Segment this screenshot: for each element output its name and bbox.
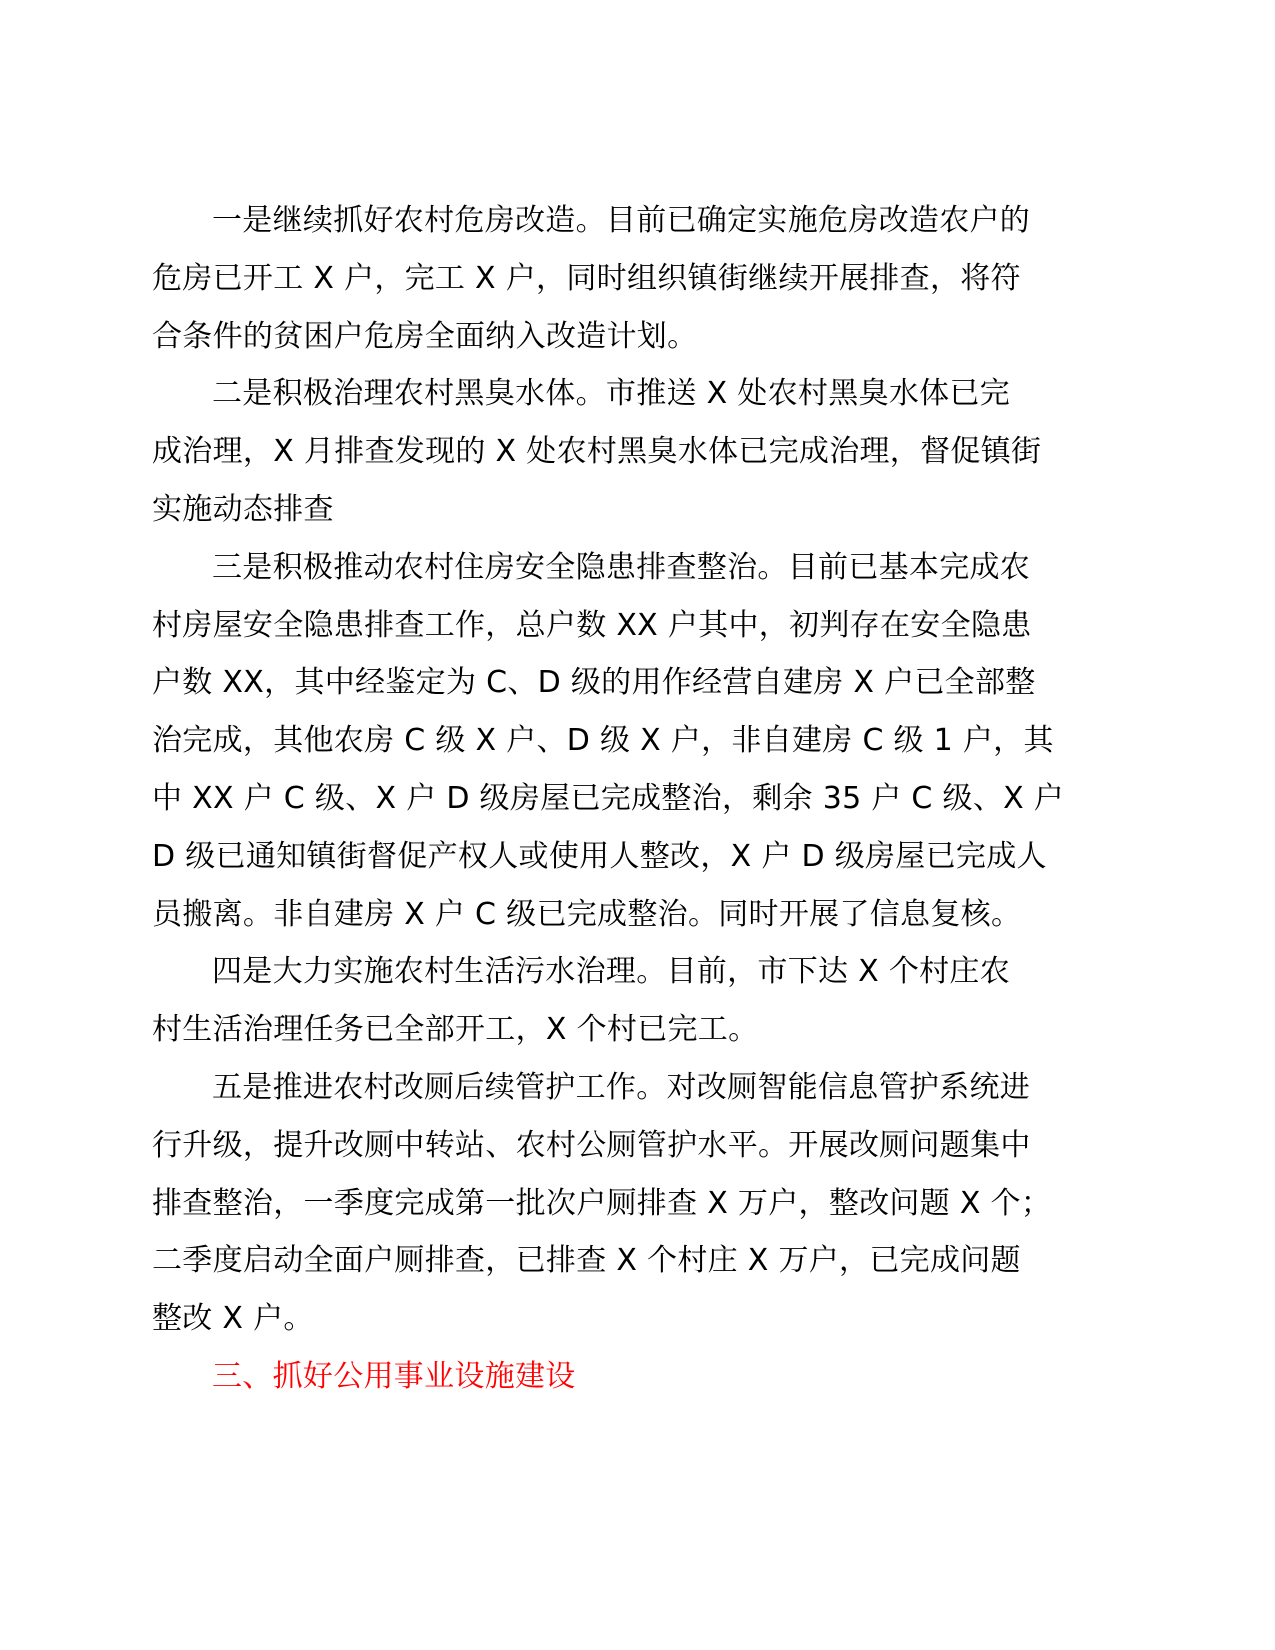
paragraph-rural-dangerous-housing (152, 192, 1117, 365)
text-line: 一是继续抓好农村危房改造。目前已确定实施危房改造农户的 (212, 203, 1031, 238)
text-line: 户数 XX，其中经鉴定为 C、D 级的用作经营自建房 X 户已全部整 (152, 665, 1036, 701)
text-line: 危房已开工 X 户，完工 X 户，同时组织镇街继续开展排查，将符 (152, 260, 1021, 296)
text-line: 整改 X 户。 (152, 1301, 314, 1337)
paragraph-black-odorous-water (152, 365, 1117, 538)
paragraph-housing-safety-hazards (152, 539, 1117, 944)
text-line: 二是积极治理农村黑臭水体。市推送 X 处农村黑臭水体已完 (212, 376, 1011, 412)
text-line: 村房屋安全隐患排查工作，总户数 XX 户其中，初判存在安全隐患 (152, 607, 1032, 643)
text-line: 三是积极推动农村住房安全隐患排查整治。目前已基本完成农 (212, 549, 1031, 585)
text-line: 行升级，提升改厕中转站、农村公厕管护水平。开展改厕问题集中 (152, 1127, 1031, 1163)
text-line: 五是推进农村改厕后续管护工作。对改厕智能信息管护系统进 (212, 1069, 1031, 1105)
text-line: 村生活治理任务已全部开工，X 个村已完工。 (152, 1012, 759, 1048)
text-line: 成治理，X 月排查发现的 X 处农村黑臭水体已完成治理，督促镇街 (152, 434, 1042, 470)
text-line: 实施动态排查 (152, 491, 334, 527)
text-line: 四是大力实施农村生活污水治理。目前，市下达 X 个村庄农 (212, 954, 1011, 990)
section-heading: 三、抓好公用事业设施建设 (212, 1358, 576, 1394)
paragraph-toilet-maintenance (152, 1059, 1117, 1348)
text-line: 排查整治，一季度完成第一批次户厕排查 X 万户，整改问题 X 个； (152, 1185, 1052, 1221)
text-line: 治完成，其他农房 C 级 X 户、D 级 X 户，非自建房 C 级 1 户，其 (152, 723, 1054, 759)
text-line: D 级已通知镇街督促产权人或使用人整改，X 户 D 级房屋已完成人 (152, 838, 1047, 874)
text-line: 中 XX 户 C 级、X 户 D 级房屋已完成整治，剩余 35 户 C 级、X 户 (152, 780, 1065, 816)
paragraph-domestic-sewage (152, 943, 1117, 1059)
text-line: 二季度启动全面户厕排查，已排查 X 个村庄 X 万户，已完成问题 (152, 1243, 1021, 1279)
text-line: 员搬离。非自建房 X 户 C 级已完成整治。同时开展了信息复核。 (152, 896, 1022, 932)
text-line: 合条件的贫困户危房全面纳入改造计划。 (152, 318, 698, 354)
document-body (152, 192, 1117, 1406)
